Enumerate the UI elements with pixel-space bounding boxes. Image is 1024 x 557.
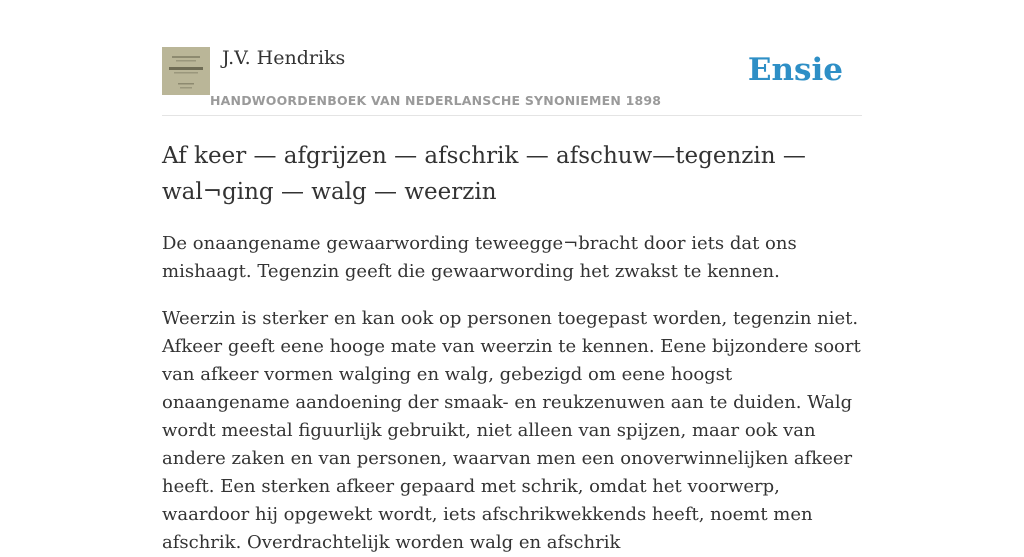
ensie-logo[interactable]: Ensie [747,52,843,88]
book-cover-icon[interactable] [162,47,210,95]
header [162,0,862,116]
entry-title: Af keer — afgrijzen — afschrik — afschuw—tegenzin — wal¬ging — walg — weerzin [162,143,806,205]
content-column [162,0,862,557]
entry-paragraph: Weerzin is sterker en kan ook op personen toegepast worden, tegenzin niet. Afkeer geeft eene hooge mate van weerzin te kennen. Eene bijzondere soort van afkeer vormen walging en walg, gebezigd om eene hoogst onaangename aandoening der smaak- en reukzenuwen aan te duiden. Walg wordt meestal figuurlijk gebruikt, niet alleen van spijzen, maar ook van andere zaken en van personen, waarvan men een onoverwinnelijken afkeer heeft. Een sterken afkeer gepaard met schrik, omdat het voorwerp, waardoor hij opgewekt wordt, iets afschrikwekkends heeft, noemt men afschrik. Overdrachtelijk worden walg en afschrik [162,308,861,553]
author-name[interactable]: J.V. Hendriks [222,47,346,69]
source-title[interactable]: HANDWOORDENBOEK VAN NEDERLANSCHE SYNONIEMEN 1898 [210,93,662,108]
entry-paragraph: De onaangename gewaarwording teweegge¬bracht door iets dat ons mishaagt. Tegenzin geeft die gewaarwording het zwakst te kennen. [162,233,797,282]
entry-body [162,230,862,557]
